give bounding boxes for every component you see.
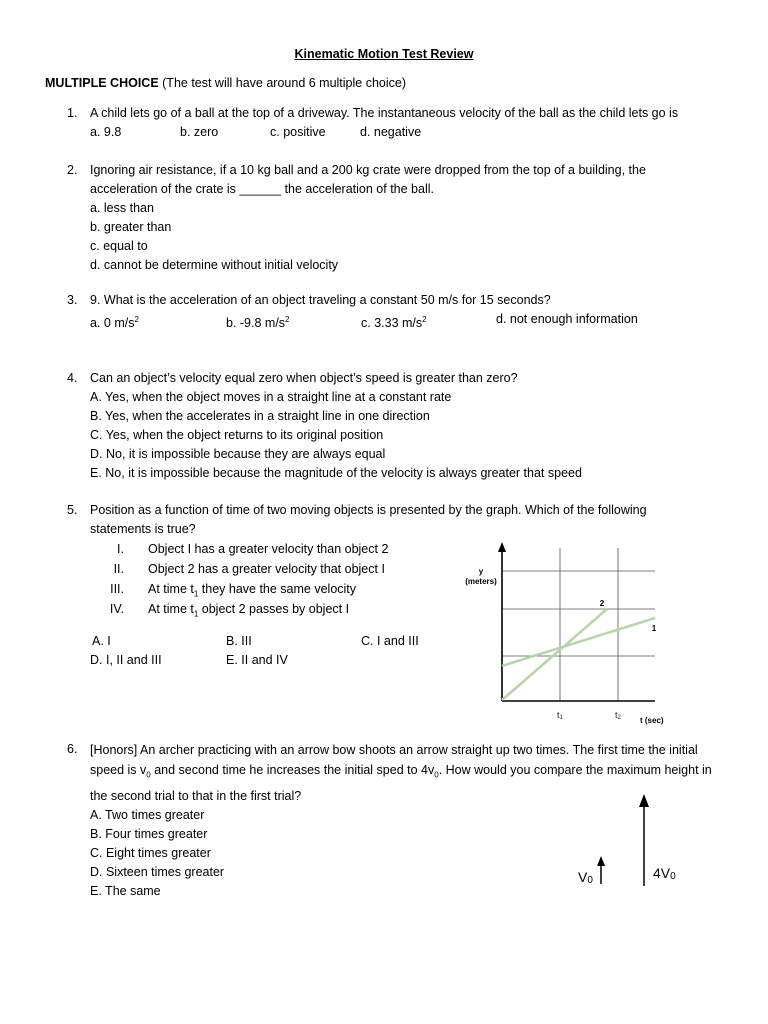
question-number: 6.: [67, 742, 78, 756]
option-a: a. 9.8: [90, 125, 122, 139]
question-text: Position as a function of time of two moving objects is presented by the graph. Which of the following statements is true?: [90, 503, 647, 536]
x-axis-label: t (sec): [640, 716, 664, 725]
option-d: d. negative: [360, 125, 422, 139]
document-title: Kinematic Motion Test Review: [294, 47, 474, 61]
option-c: c. 3.33 $m/s^2$: [361, 315, 427, 331]
question-number: 2.: [67, 163, 78, 177]
section-heading: [45, 76, 406, 90]
option-a: a. 0 $m/s^2$: [90, 315, 139, 331]
question-text: Ignoring air resistance, if a 10 kg ball and a 200 kg crate were dropped from the top of a building, the acceleration of the crate is ______ the acceleration of the ball.: [90, 163, 646, 196]
object-1-line: [502, 618, 655, 666]
option-c: C. Eight times greater: [90, 845, 211, 860]
4v0-arrow-head-icon: [639, 794, 649, 807]
4v0-label: 4V0: [653, 865, 676, 882]
t1-tick-label: t1: [557, 710, 563, 721]
option-a: A. Yes, when the object moves in a straight line at a constant rate: [90, 390, 452, 404]
option-c: c. positive: [270, 125, 326, 139]
option-c: C. Yes, when the object returns to its original position: [90, 428, 384, 442]
position-time-graph: [455, 538, 695, 733]
y-axis-arrow-icon: [498, 542, 506, 552]
option-d: D. I, II and III: [90, 653, 162, 667]
question-number: 5.: [67, 503, 78, 517]
section-note: (The test will have around 6 multiple choice): [162, 76, 407, 90]
statement-1: I. Object I has a greater velocity than object 2: [117, 542, 389, 556]
statement-2: II. Object 2 has a greater velocity that object I: [113, 562, 385, 576]
option-d: d. not enough information: [496, 312, 638, 326]
option-b: b. greater than: [90, 220, 172, 234]
option-b: B. III: [226, 634, 252, 648]
question-number: 1.: [67, 106, 78, 120]
statement-3: III. At time $t_1$ they have the same velocity: [110, 582, 357, 599]
object-2-line: [502, 609, 607, 700]
option-b: B. Four times greater: [90, 826, 208, 841]
y-axis-label: y: [478, 567, 484, 576]
line-2-label: 2: [599, 599, 605, 608]
option-b: B. Yes, when the accelerates in a straight line in one direction: [90, 409, 430, 423]
question-number: 3.: [67, 293, 78, 307]
question-text: [Honors] An archer practicing with an arrow bow shoots an arrow straight up two times. The first time the initial speed is $v_0$ and second time he increases the initial sped to $4v_0$. How would you compare the maximum height in the second trial to that in the first trial?: [90, 743, 712, 803]
option-e: E. The same: [90, 883, 161, 898]
v0-arrow-head-icon: [597, 856, 605, 866]
option-a: A. I: [92, 634, 111, 648]
section-label: MULTIPLE CHOICE: [45, 76, 159, 90]
option-d: D. No, it is impossible because they are always equal: [90, 447, 386, 461]
option-c: c. equal to: [90, 239, 148, 253]
option-a: A. Two times greater: [90, 807, 205, 822]
v0-label: V0: [578, 869, 593, 886]
question-text: A child lets go of a ball at the top of a driveway. The instantaneous velocity of the ball as the child lets go is: [90, 106, 679, 120]
option-c: C. I and III: [361, 634, 419, 648]
option-e: E. II and IV: [226, 653, 288, 667]
y-axis-units: (meters): [465, 577, 497, 586]
line-1-label: 1: [651, 624, 657, 633]
option-b: b. -9.8 $m/s^2$: [226, 315, 290, 331]
t2-tick-label: t2: [615, 710, 621, 721]
option-d: D. Sixteen times greater: [90, 864, 225, 879]
option-b: b. zero: [180, 125, 219, 139]
option-a: a. less than: [90, 201, 154, 215]
option-e: E. No, it is impossible because the magnitude of the velocity is always greater that speed: [90, 466, 582, 480]
question-number: 4.: [67, 371, 78, 385]
velocity-arrows-diagram: [570, 790, 700, 890]
statement-4: IV. At time $t_1$ object 2 passes by object I: [109, 602, 350, 619]
question-text: Can an object’s velocity equal zero when object’s speed is greater than zero?: [90, 371, 518, 385]
question-text: 9. What is the acceleration of an object traveling a constant 50 m/s for 15 seconds?: [90, 293, 551, 307]
option-d: d. cannot be determine without initial velocity: [90, 258, 339, 272]
